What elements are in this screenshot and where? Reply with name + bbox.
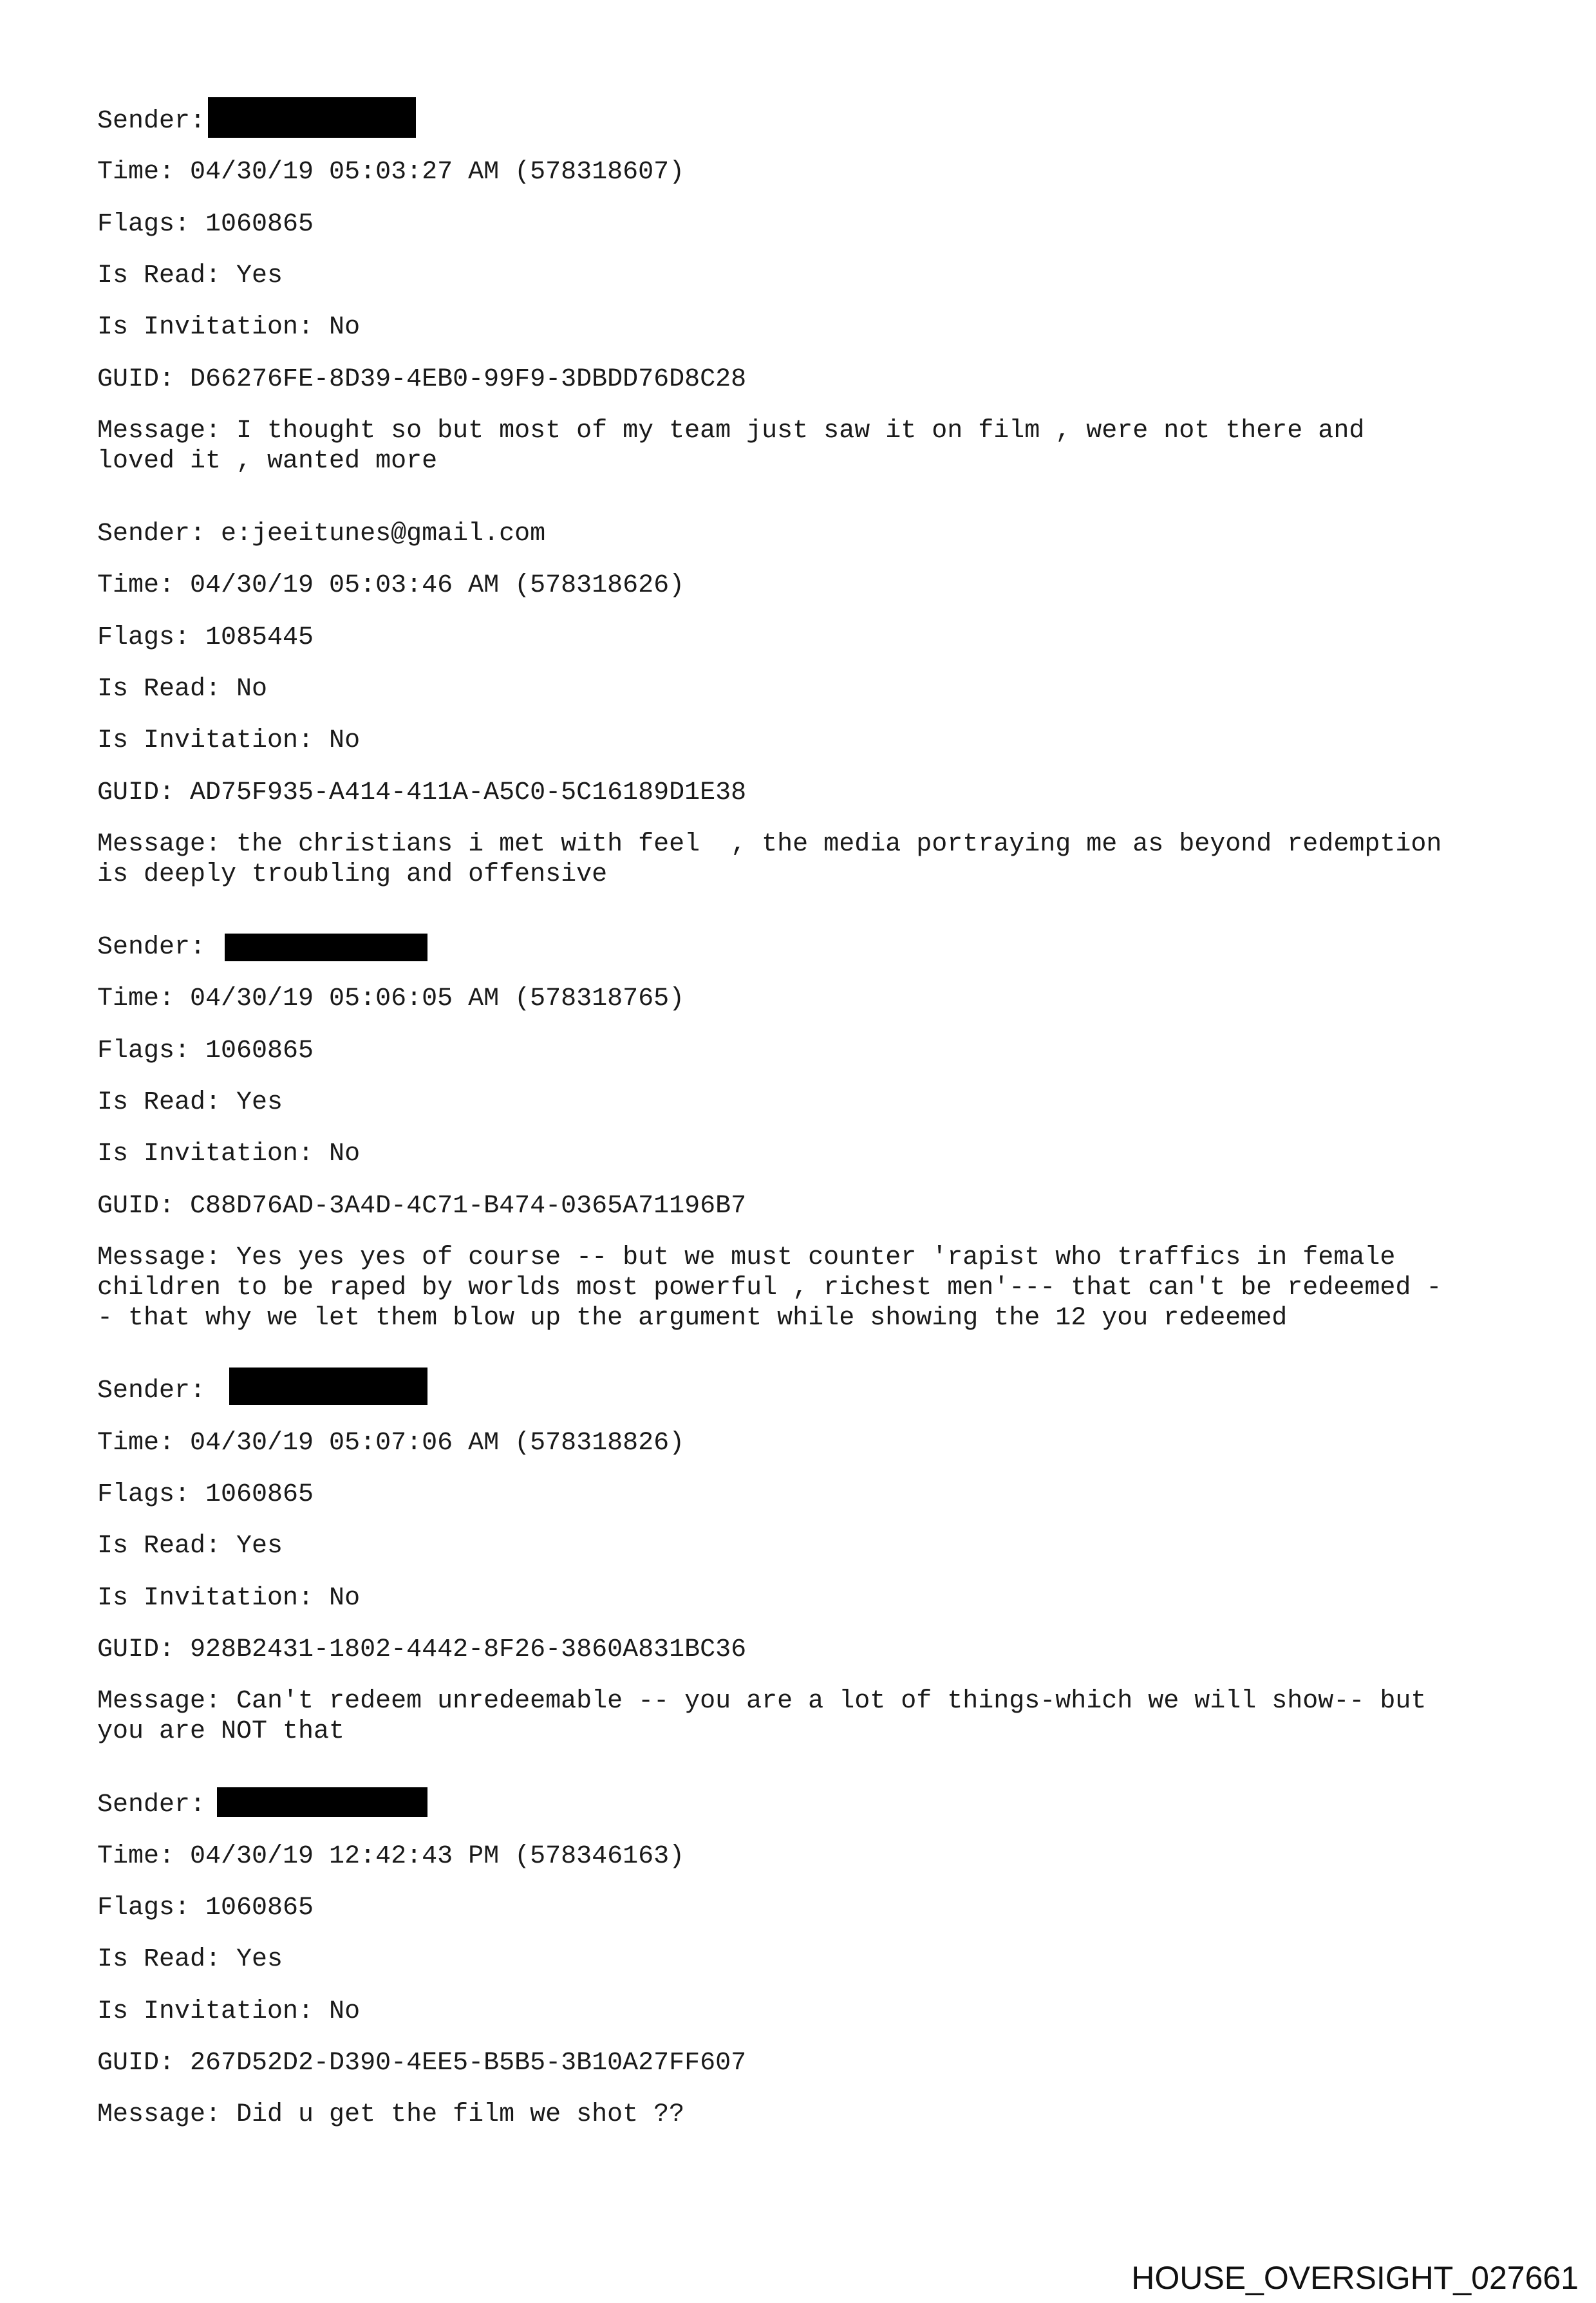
sender-line bbox=[97, 932, 205, 963]
is-read-line: Is Read: No bbox=[97, 675, 268, 704]
redaction-box bbox=[225, 934, 427, 961]
time-line: Time: 04/30/19 05:03:46 AM (578318626) bbox=[97, 571, 685, 600]
is-read-line: Is Read: Yes bbox=[97, 261, 283, 290]
flags-line: Flags: 1060865 bbox=[97, 210, 314, 239]
sender-label: Sender: bbox=[97, 107, 206, 136]
guid-line: GUID: AD75F935-A414-411A-A5C0-5C16189D1E38 bbox=[97, 778, 747, 807]
sender-label: Sender: bbox=[97, 1791, 206, 1819]
redaction-box bbox=[229, 1368, 427, 1405]
message-text: Message: the christians i met with feel , the media portraying me as beyond redemption is deeply troubling and offensive bbox=[97, 830, 1442, 889]
sender-line bbox=[97, 106, 205, 136]
message-text: Message: Can't redeem unredeemable -- you are a lot of things-which we will show-- but you are NOT that bbox=[97, 1687, 1427, 1746]
sender-line bbox=[97, 1376, 205, 1406]
sender-label: Sender: bbox=[97, 1377, 206, 1405]
is-invitation-line: Is Invitation: No bbox=[97, 1584, 361, 1613]
flags-line: Flags: 1060865 bbox=[97, 1037, 314, 1066]
is-invitation-line: Is Invitation: No bbox=[97, 726, 361, 755]
time-line: Time: 04/30/19 05:06:05 AM (578318765) bbox=[97, 984, 685, 1013]
flags-line: Flags: 1060865 bbox=[97, 1480, 314, 1509]
sender-line bbox=[97, 519, 545, 549]
flags-line: Flags: 1060865 bbox=[97, 1894, 314, 1922]
sender-address: e:jeeitunes@gmail.com bbox=[221, 520, 546, 549]
guid-line: GUID: 267D52D2-D390-4EE5-B5B5-3B10A27FF607 bbox=[97, 2049, 747, 2078]
is-read-line: Is Read: Yes bbox=[97, 1532, 283, 1561]
redaction-box bbox=[217, 1787, 427, 1817]
message-text: Message: I thought so but most of my team just saw it on film , were not there and loved it , wanted more bbox=[97, 417, 1365, 476]
guid-line: GUID: 928B2431-1802-4442-8F26-3860A831BC36 bbox=[97, 1635, 747, 1664]
is-invitation-line: Is Invitation: No bbox=[97, 313, 361, 342]
is-read-line: Is Read: Yes bbox=[97, 1945, 283, 1974]
time-line: Time: 04/30/19 05:03:27 AM (578318607) bbox=[97, 158, 685, 187]
flags-line: Flags: 1085445 bbox=[97, 623, 314, 652]
is-invitation-line: Is Invitation: No bbox=[97, 1140, 361, 1169]
sender-label: Sender: bbox=[97, 520, 206, 549]
is-read-line: Is Read: Yes bbox=[97, 1088, 283, 1117]
guid-line: GUID: C88D76AD-3A4D-4C71-B474-0365A71196B7 bbox=[97, 1192, 747, 1221]
is-invitation-line: Is Invitation: No bbox=[97, 1997, 361, 2026]
message-text: Message: Did u get the film we shot ?? bbox=[97, 2100, 685, 2129]
guid-line: GUID: D66276FE-8D39-4EB0-99F9-3DBDD76D8C28 bbox=[97, 365, 747, 394]
bates-number: HOUSE_OVERSIGHT_027661 bbox=[1131, 2260, 1579, 2296]
sender-label: Sender: bbox=[97, 933, 206, 962]
redaction-box bbox=[208, 97, 416, 138]
message-text: Message: Yes yes yes of course -- but we must counter 'rapist who traffics in female children to be raped by worlds most powerful , richest men'--- that can't be redeemed - - that why we let them blow up the argument while showing the 12 you redeemed bbox=[97, 1243, 1442, 1333]
sender-line bbox=[97, 1790, 205, 1820]
time-line: Time: 04/30/19 05:07:06 AM (578318826) bbox=[97, 1429, 685, 1458]
time-line: Time: 04/30/19 12:42:43 PM (578346163) bbox=[97, 1842, 685, 1871]
